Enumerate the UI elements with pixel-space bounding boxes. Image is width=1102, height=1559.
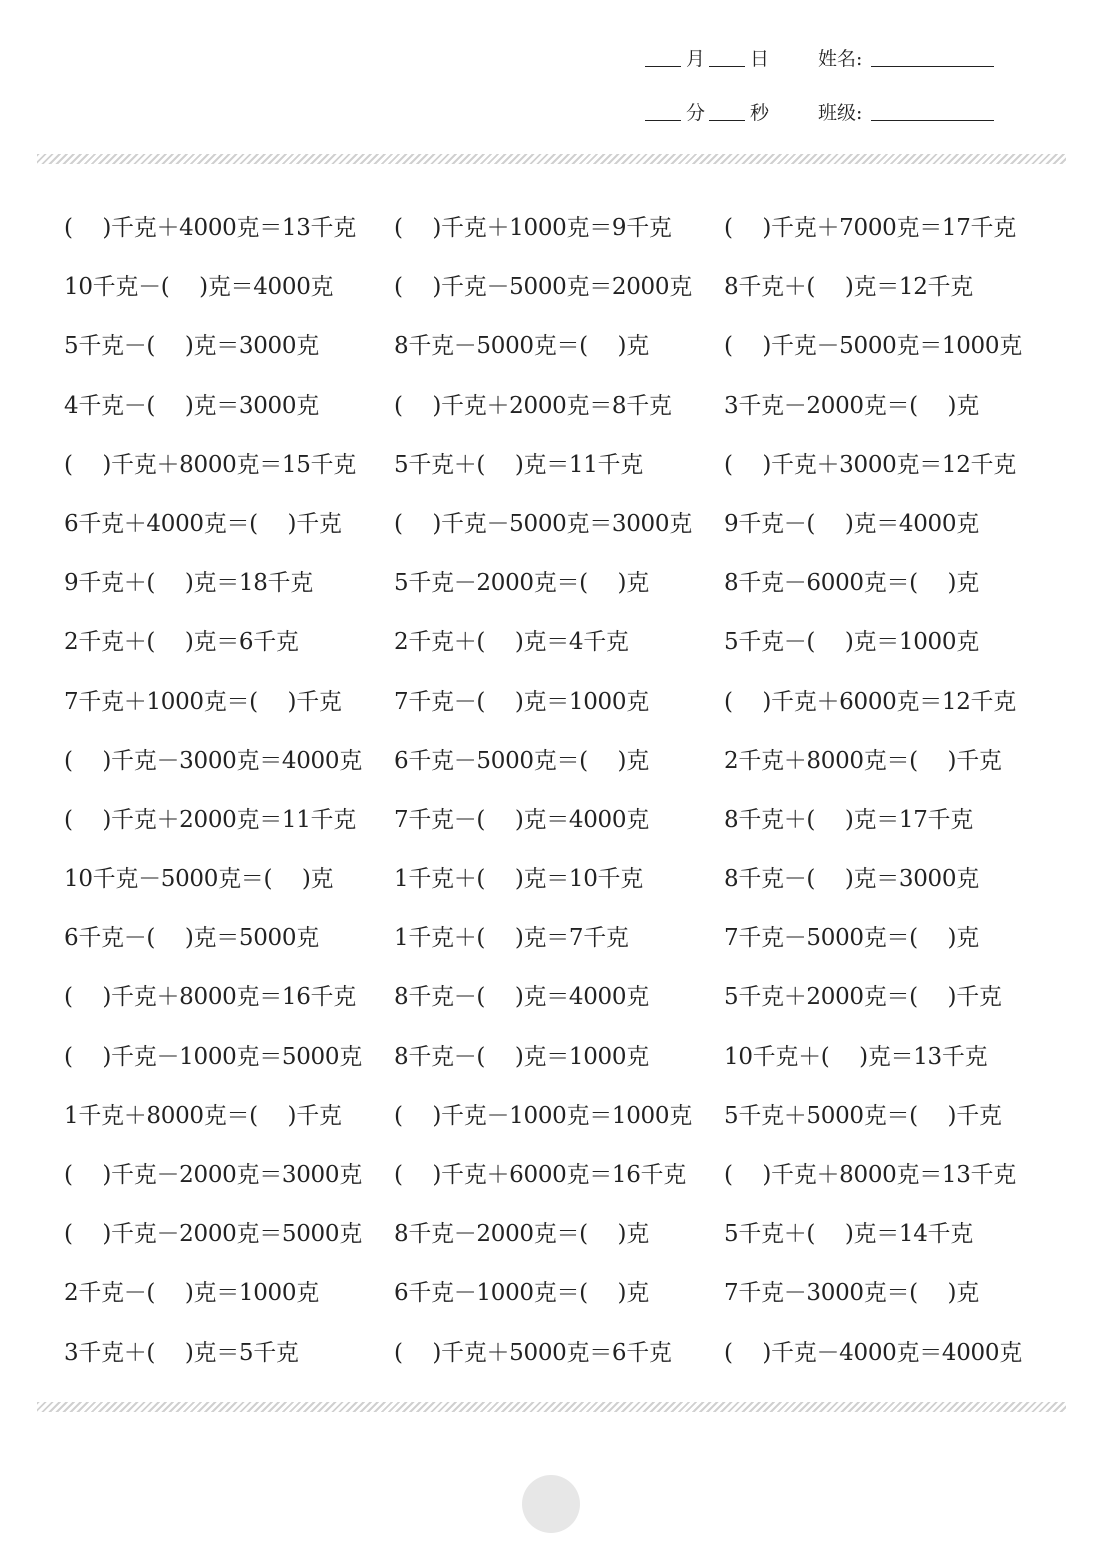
problem-item: ( )千克＋5000克＝6千克: [394, 1339, 672, 1366]
problem-item: ( )千克＋4000克＝13千克: [64, 215, 356, 241]
problem-row: [64, 258, 1064, 317]
problem-item: 1千克＋( )克＝10千克: [394, 866, 643, 893]
problem-item: 5千克－( )克＝3000克: [64, 333, 319, 360]
problem-row: [64, 377, 1064, 436]
problem-item: 9千克＋( )克＝18千克: [64, 570, 313, 597]
problem-item: 7千克－( )克＝1000克: [394, 688, 649, 715]
class-blank[interactable]: [871, 120, 994, 121]
problem-item: 8千克－( )克＝1000克: [394, 1043, 649, 1070]
top-hatched-divider: [37, 154, 1066, 164]
problem-item: ( )千克－5000克＝1000克: [724, 333, 1022, 360]
problem-grid: [64, 199, 1064, 1383]
problem-item: ( )千克－2000克＝5000克: [64, 1221, 362, 1248]
problem-row: [64, 909, 1064, 968]
problem-item: 4千克－( )克＝3000克: [64, 392, 319, 419]
problem-item: 3千克－2000克＝( )克: [724, 392, 979, 419]
problem-item: 8千克＋( )克＝17千克: [724, 806, 973, 833]
problem-item: ( )千克＋8000克＝16千克: [64, 984, 356, 1011]
problem-item: 6千克－5000克＝( )克: [394, 747, 649, 774]
problem-row: [64, 791, 1064, 850]
problem-item: ( )千克－1000克＝1000克: [394, 1102, 692, 1129]
name-label: 姓名:: [818, 48, 863, 70]
month-blank[interactable]: [645, 66, 681, 67]
minute-label: 分: [686, 102, 706, 124]
problem-item: 8千克＋( )克＝12千克: [724, 274, 973, 301]
page-number-circle: [522, 1475, 580, 1533]
problem-item: ( )千克＋2000克＝11千克: [64, 806, 356, 833]
problem-item: ( )千克－3000克＝4000克: [64, 747, 362, 774]
problem-item: 8千克－2000克＝( )克: [394, 1221, 649, 1248]
problem-item: ( )千克＋6000克＝12千克: [724, 688, 1016, 715]
problem-row: [64, 732, 1064, 791]
problem-item: 5千克＋( )克＝14千克: [724, 1221, 973, 1248]
problem-item: ( )千克＋2000克＝8千克: [394, 392, 672, 419]
problem-item: 10千克－( )克＝4000克: [64, 274, 334, 301]
problem-row: [64, 1264, 1064, 1323]
problem-item: 6千克－( )克＝5000克: [64, 925, 319, 952]
bottom-hatched-divider: [37, 1402, 1066, 1412]
problem-row: [64, 968, 1064, 1027]
problem-item: 5千克＋2000克＝( )千克: [724, 984, 1002, 1011]
problem-row: [64, 1146, 1064, 1205]
problem-row: [64, 317, 1064, 376]
problem-item: 3千克＋( )克＝5千克: [64, 1339, 299, 1366]
problem-item: ( )千克－5000克＝2000克: [394, 274, 692, 301]
problem-item: 5千克－2000克＝( )克: [394, 570, 649, 597]
problem-item: 8千克－( )克＝3000克: [724, 866, 979, 893]
problem-item: 7千克＋1000克＝( )千克: [64, 688, 342, 715]
problem-item: 7千克－( )克＝4000克: [394, 806, 649, 833]
month-label: 月: [686, 48, 706, 70]
problem-item: 9千克－( )克＝4000克: [724, 510, 979, 537]
problem-row: [64, 199, 1064, 258]
second-label: 秒: [750, 102, 770, 124]
problem-item: ( )千克－1000克＝5000克: [64, 1043, 362, 1070]
problem-item: 6千克＋4000克＝( )千克: [64, 510, 342, 537]
problem-item: 2千克＋8000克＝( )千克: [724, 747, 1002, 774]
problem-item: 5千克＋5000克＝( )千克: [724, 1102, 1002, 1129]
problem-item: 5千克＋( )克＝11千克: [394, 451, 643, 478]
problem-item: 7千克－5000克＝( )克: [724, 925, 979, 952]
problem-row: [64, 673, 1064, 732]
name-blank[interactable]: [871, 66, 994, 67]
minute-blank[interactable]: [645, 120, 681, 121]
problem-item: 10千克－5000克＝( )克: [64, 866, 334, 893]
problem-row: [64, 495, 1064, 554]
problem-item: ( )千克－2000克＝3000克: [64, 1162, 362, 1188]
problem-item: ( )千克＋8000克＝15千克: [64, 451, 356, 478]
problem-item: ( )千克－4000克＝4000克: [724, 1339, 1022, 1366]
header-date-row: [0, 45, 1102, 75]
class-label: 班级:: [818, 102, 863, 124]
problem-row: [64, 554, 1064, 613]
problem-item: 6千克－1000克＝( )克: [394, 1280, 649, 1307]
problem-item: 8千克－( )克＝4000克: [394, 984, 649, 1011]
problem-row: [64, 1028, 1064, 1087]
problem-item: ( )千克＋6000克＝16千克: [394, 1162, 686, 1188]
day-blank[interactable]: [709, 66, 745, 67]
day-label: 日: [750, 48, 770, 70]
problem-item: 2千克＋( )克＝4千克: [394, 629, 629, 656]
problem-item: ( )千克＋7000克＝17千克: [724, 215, 1016, 241]
problem-item: 5千克－( )克＝1000克: [724, 629, 979, 656]
problem-item: 2千克－( )克＝1000克: [64, 1280, 319, 1307]
problem-item: 8千克－6000克＝( )克: [724, 570, 979, 597]
problem-row: [64, 1087, 1064, 1146]
problem-item: 2千克＋( )克＝6千克: [64, 629, 299, 656]
problem-item: 8千克－5000克＝( )克: [394, 333, 649, 360]
problem-item: 1千克＋( )克＝7千克: [394, 925, 629, 952]
header-time-row: [0, 99, 1102, 129]
problem-item: 10千克＋( )克＝13千克: [724, 1043, 988, 1070]
problem-item: ( )千克＋3000克＝12千克: [724, 451, 1016, 478]
problem-item: 1千克＋8000克＝( )千克: [64, 1102, 342, 1129]
problem-item: ( )千克＋8000克＝13千克: [724, 1162, 1016, 1188]
problem-item: ( )千克－5000克＝3000克: [394, 510, 692, 537]
problem-row: [64, 436, 1064, 495]
problem-row: [64, 1205, 1064, 1264]
problem-row: [64, 1324, 1064, 1383]
second-blank[interactable]: [709, 120, 745, 121]
problem-row: [64, 613, 1064, 672]
problem-item: 7千克－3000克＝( )克: [724, 1280, 979, 1307]
problem-row: [64, 850, 1064, 909]
problem-item: ( )千克＋1000克＝9千克: [394, 215, 672, 241]
